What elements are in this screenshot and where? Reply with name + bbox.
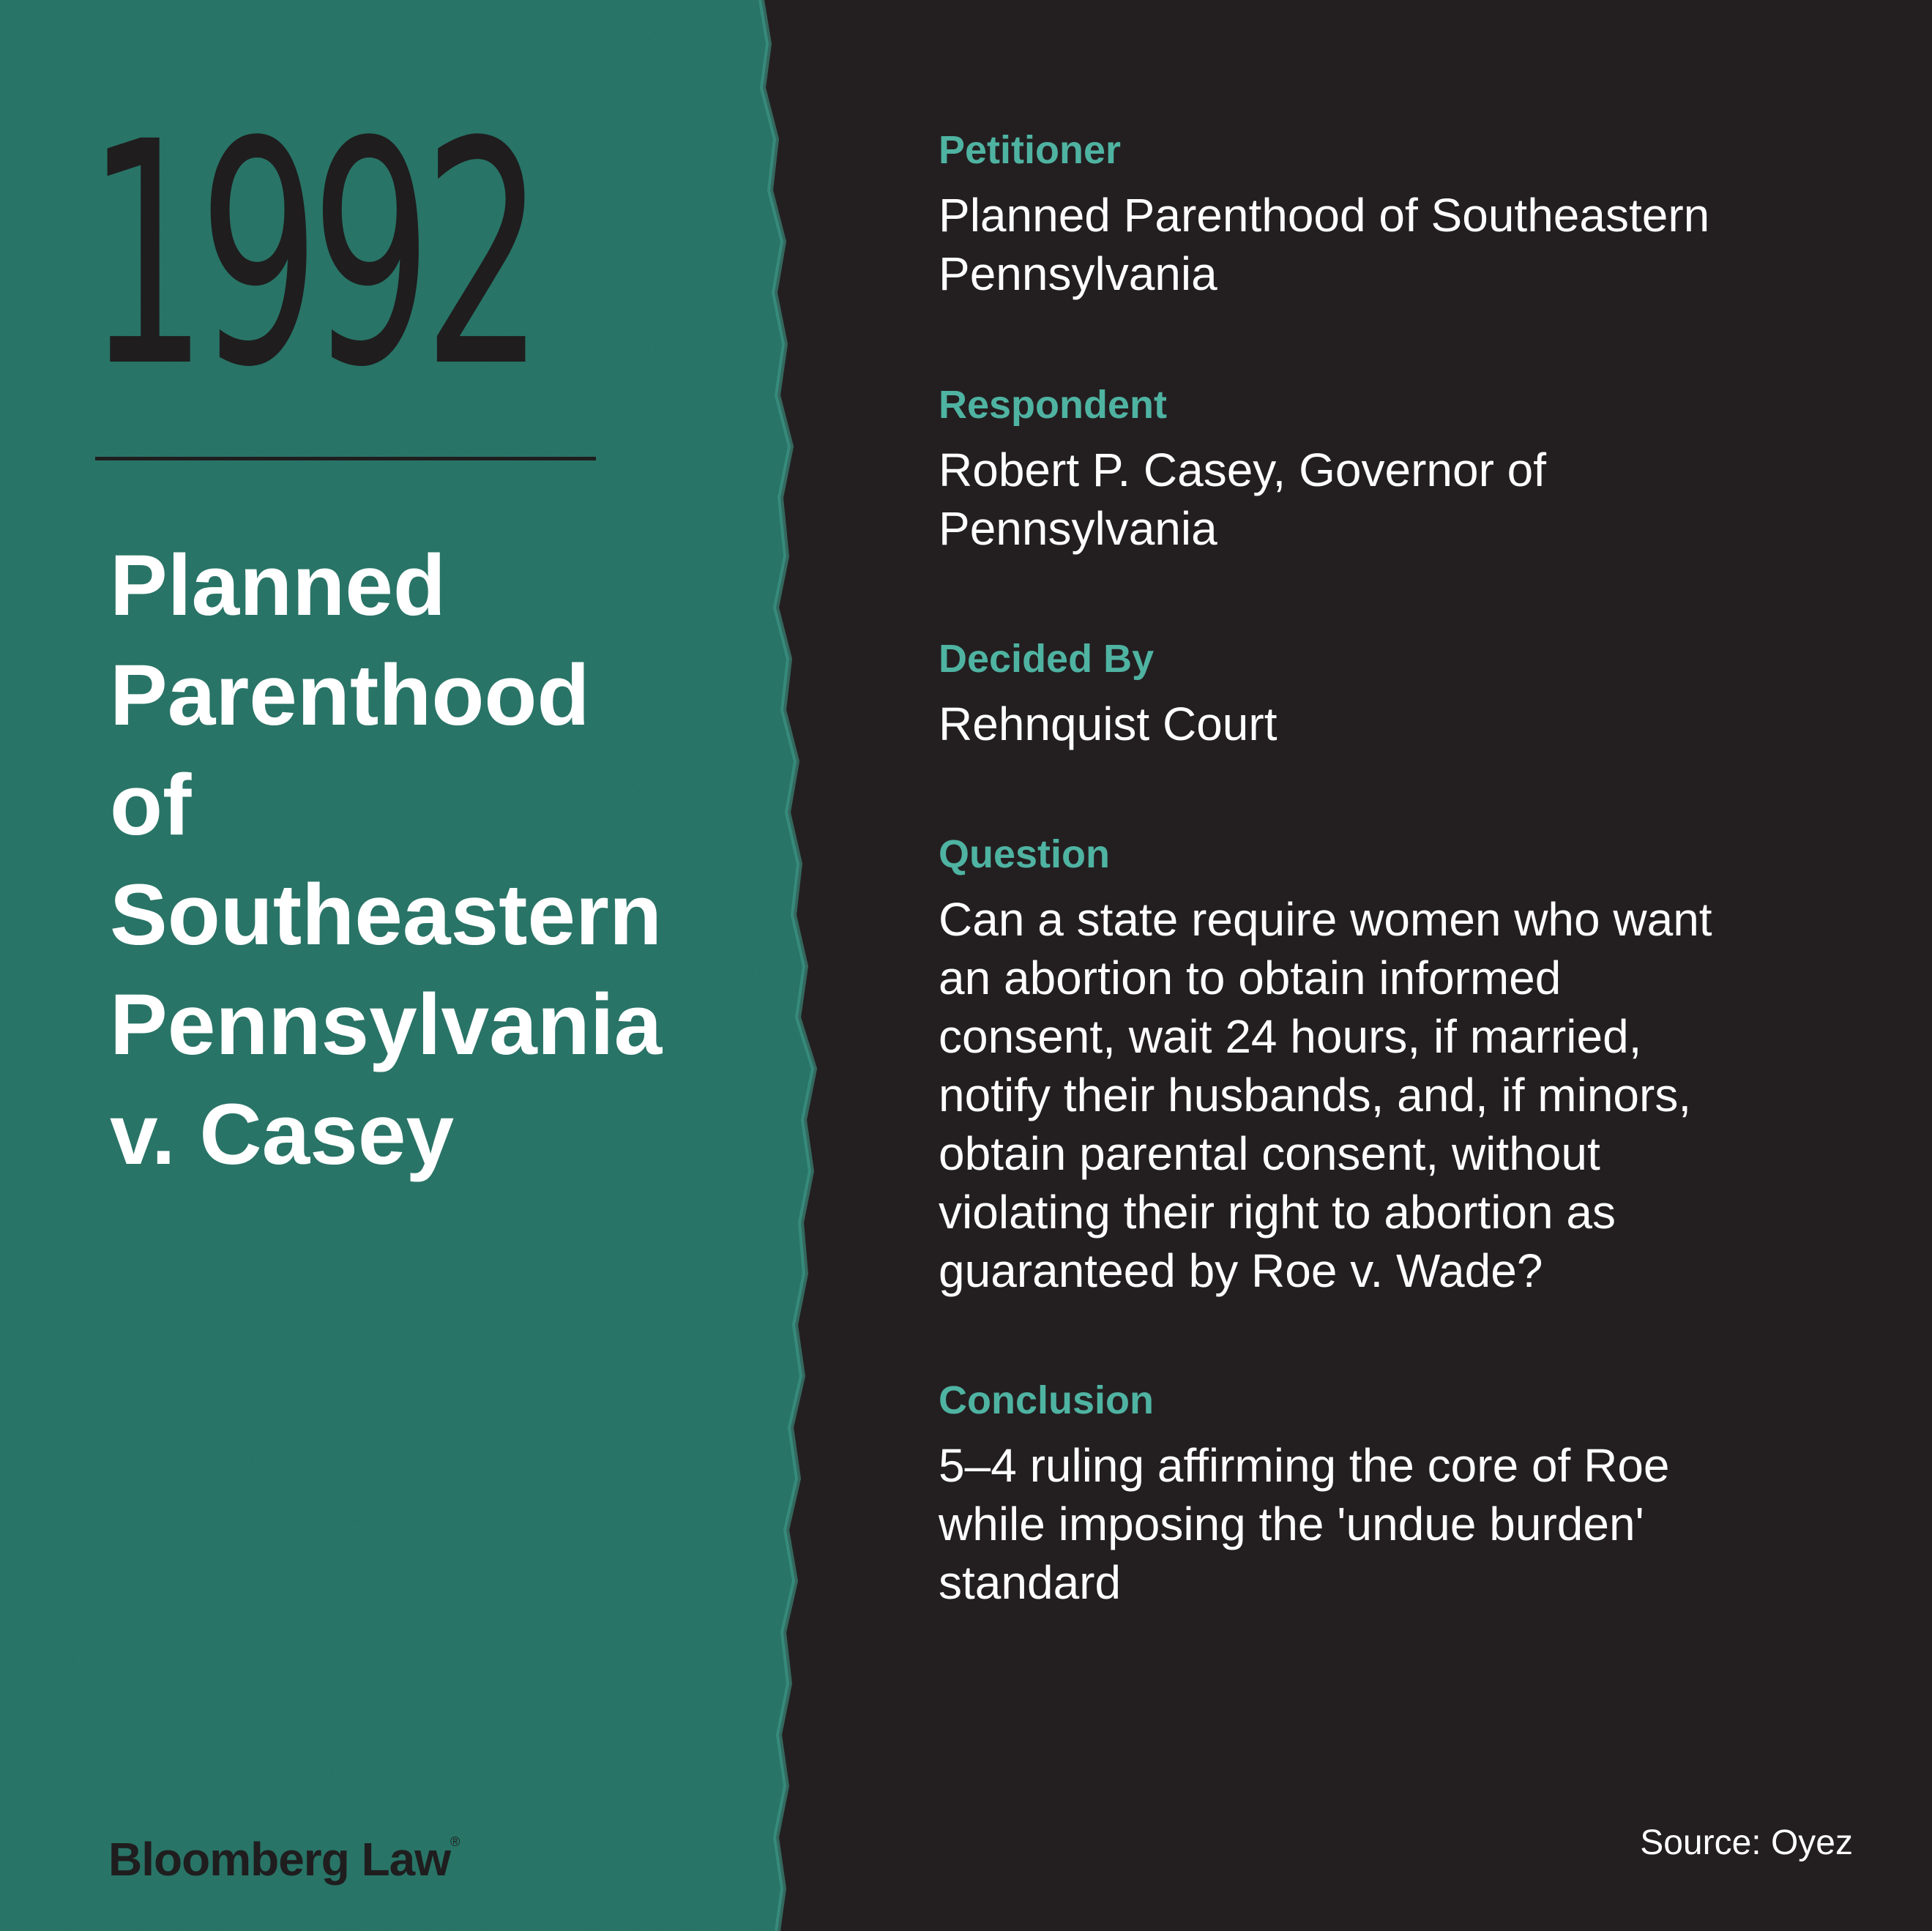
- value-line: violating their right to abortion as: [939, 1186, 1616, 1239]
- case-title-line: Southeastern: [110, 867, 663, 963]
- section-label: Decided By: [939, 637, 1155, 681]
- value-line: 5–4 ruling affirming the core of Roe: [939, 1439, 1670, 1492]
- case-title-line: Planned: [110, 537, 446, 634]
- value-line: guaranteed by Roe v. Wade?: [939, 1244, 1543, 1297]
- value-line: while imposing the 'undue burden': [939, 1498, 1644, 1550]
- value-line: Can a state require women who want: [939, 893, 1712, 946]
- value-line: Planned Parenthood of Southeastern: [939, 189, 1710, 242]
- section-value: [939, 441, 1890, 558]
- section-value: [939, 890, 1890, 1300]
- value-line: notify their husbands, and, if minors,: [939, 1069, 1692, 1121]
- bloomberg-law-logo: [108, 1812, 459, 1889]
- value-line: consent, wait 24 hours, if married,: [939, 1010, 1642, 1063]
- case-title-line: Parenthood: [110, 647, 590, 744]
- section-label: Conclusion: [939, 1378, 1154, 1422]
- source-credit: Source: Oyez: [1640, 1823, 1853, 1862]
- section-label: Petitioner: [939, 128, 1122, 172]
- section-value: [939, 186, 1890, 303]
- case-title-line: v. Casey: [110, 1086, 455, 1183]
- value-line: Pennsylvania: [939, 502, 1217, 555]
- section-conclusion: [939, 1375, 1890, 1612]
- section-value: [939, 1436, 1890, 1612]
- case-title: [110, 531, 769, 1189]
- divider-rule: [95, 457, 596, 460]
- value-line: Robert P. Casey, Governor of: [939, 444, 1547, 496]
- value-line: an abortion to obtain informed: [939, 952, 1562, 1004]
- teal-torn-paper-panel: [0, 0, 827, 1931]
- section-decided-by: [939, 633, 1890, 753]
- section-value: [939, 695, 1890, 753]
- value-line: Rehnquist Court: [939, 698, 1278, 750]
- section-label: Question: [939, 832, 1111, 876]
- section-question: [939, 829, 1890, 1300]
- case-title-line: of: [110, 757, 192, 854]
- year: 1992: [86, 77, 536, 435]
- value-line: standard: [939, 1556, 1122, 1609]
- section-respondent: [939, 379, 1890, 558]
- section-label: Respondent: [939, 383, 1168, 427]
- registered-mark: ®: [450, 1834, 460, 1849]
- value-line: obtain parental consent, without: [939, 1127, 1600, 1180]
- case-title-line: Pennsylvania: [110, 976, 663, 1073]
- section-petitioner: [939, 124, 1890, 303]
- brand-name: Bloomberg Law: [108, 1833, 451, 1886]
- value-line: Pennsylvania: [939, 247, 1217, 300]
